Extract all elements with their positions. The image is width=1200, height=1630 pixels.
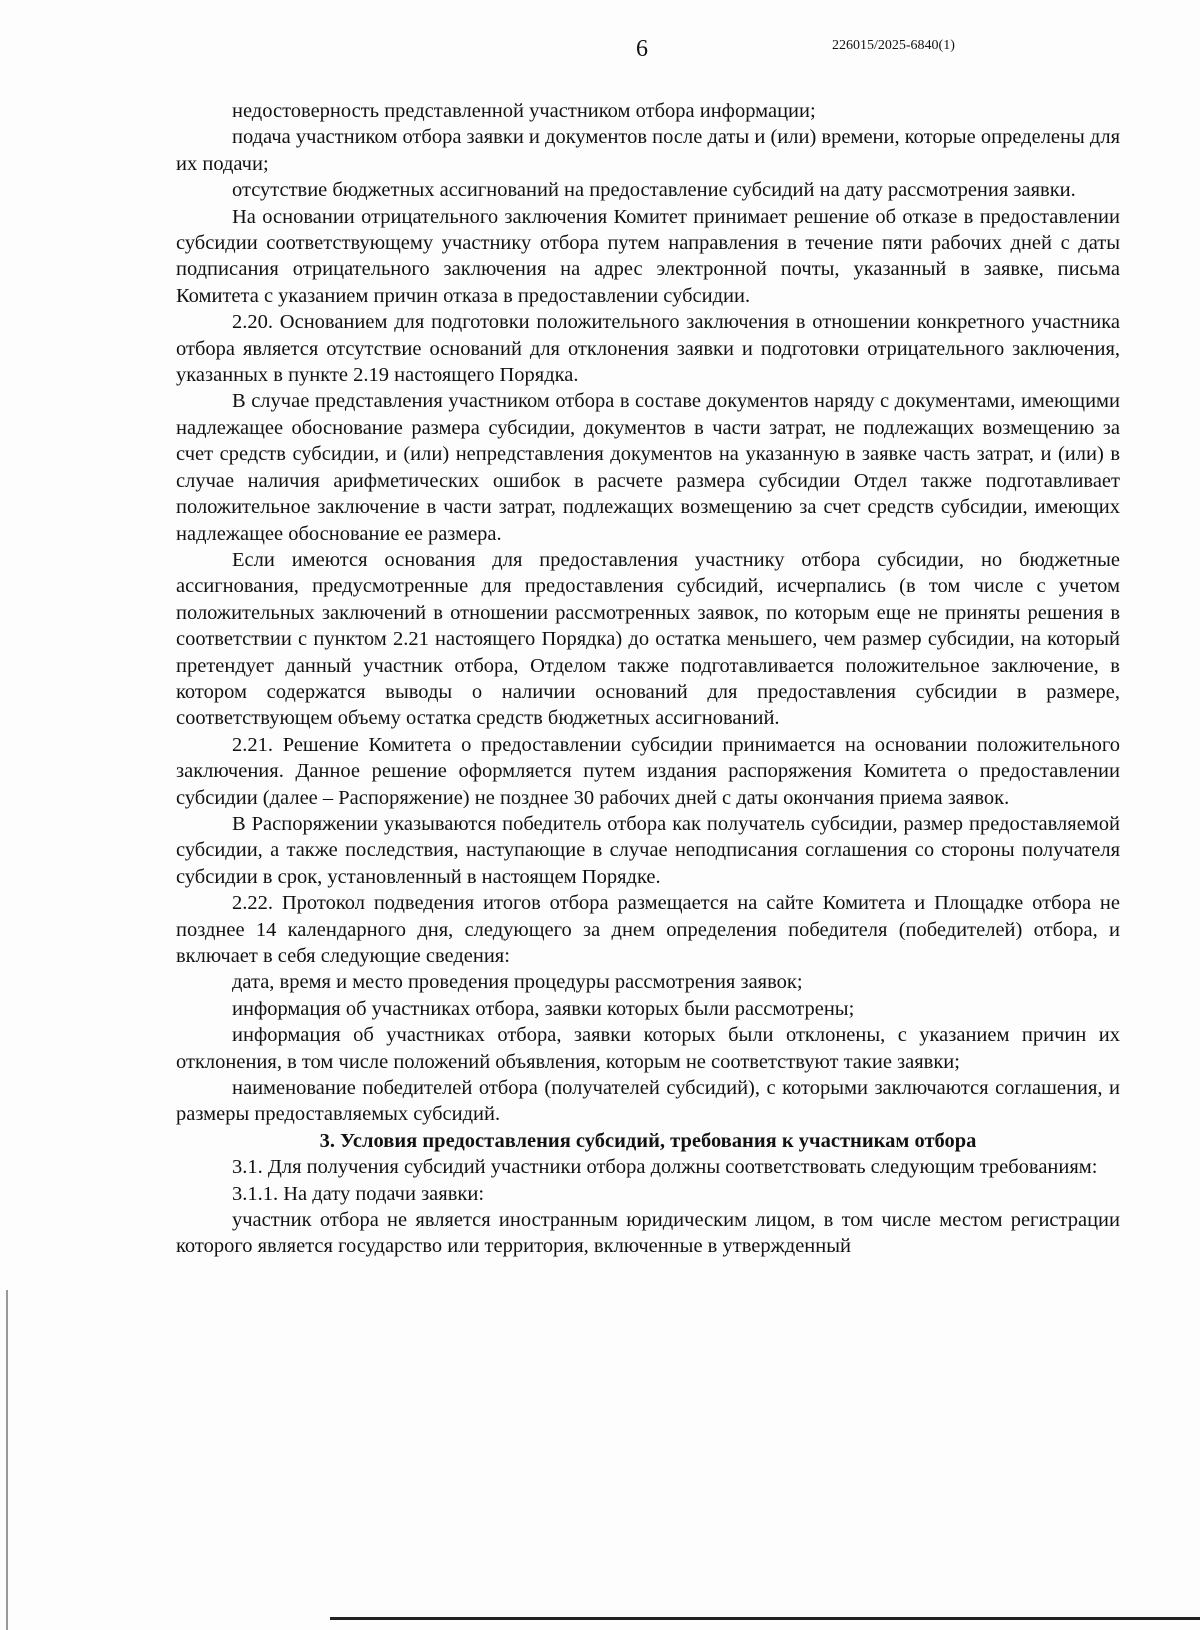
paragraph: наименование победителей отбора (получателей субсидий), с которыми заключаются соглашения, и размеры предоставляемых субсидий. <box>176 1077 1120 1126</box>
document-id: 226015/2025-6840(1) <box>832 38 955 53</box>
paragraph: информация об участниках отбора, заявки которых были рассмотрены; <box>232 997 855 1020</box>
paragraph: информация об участниках отбора, заявки которых были отклонены, с указанием причин их отклонения, в том числе положений объявления, которым не соответствуют такие заявки; <box>176 1024 1120 1073</box>
paragraph: 2.20. Основанием для подготовки положительного заключения в отношении конкретного участника отбора является отсутствие оснований для отклонения заявки и подготовки отрицательного заключения, указанных в пункте 2.19 настоящего Порядка. <box>176 311 1120 387</box>
paragraph: дата, время и место проведения процедуры рассмотрения заявок; <box>232 971 803 994</box>
scan-edge-line <box>6 1290 8 1630</box>
paragraph: недостоверность представленной участником отбора информации; <box>232 100 816 122</box>
paragraph: подача участником отбора заявки и документов после даты и (или) времени, которые определены для их подачи; <box>176 126 1120 175</box>
paragraph: 3.1.1. На дату подачи заявки: <box>232 1182 485 1205</box>
paragraph: отсутствие бюджетных ассигнований на предоставление субсидий на дату рассмотрения заявки. <box>232 179 1076 202</box>
paragraph: В Распоряжении указываются победитель отбора как получатель субсидии, размер предоставляемой субсидии, а также последствия, наступающие в случае неподписания соглашения со стороны получателя субсидии в срок, установленный в настоящем Порядке. <box>176 812 1120 888</box>
paragraph: 2.21. Решение Комитета о предоставлении субсидии принимается на основании положительного заключения. Данное решение оформляется путем издания распоряжения Комитета о предоставлении субсидии (далее – Распоряжение) не позднее 30 рабочих дней с даты окончания приема заявок. <box>176 733 1120 809</box>
paragraph: Если имеются основания для предоставления участнику отбора субсидии, но бюджетные ассигнования, предусмотренные для предоставления субсидий, исчерпались (в том числе с учетом положительных заключений в отношении рассмотренных заявок, по которым еще не приняты решения в соответствии с пунктом 2.21 настоящего Порядка) до остатка меньшего, чем размер субсидии, на который претендует данный участник отбора, Отделом также подготавливается положительное заключение, в котором содержатся выводы о наличии оснований для предоставления субсидии в размере, соответствующем объему остатка средств бюджетных ассигнований. <box>176 548 1120 730</box>
section-heading: 3. Условия предоставления субсидий, требования к участникам отбора <box>319 1129 977 1152</box>
paragraph: На основании отрицательного заключения Комитет принимает решение об отказе в предоставлении субсидии соответствующему участнику отбора путем направления в течение пяти рабочих дней с даты подписания отрицательного заключения на адрес электронной почты, указанный в заявке, письма Комитета с указанием причин отказа в предоставлении субсидии. <box>176 205 1120 307</box>
paragraph: В случае представления участником отбора в составе документов наряду с документами, имеющими надлежащее обоснование размера субсидии, документов в части затрат, не подлежащих возмещению за счет средств субсидии, и (или) непредставления документов на указанную в заявке часть затрат, и (или) в случае наличия арифметических ошибок в расчете размера субсидии Отдел также подготавливает положительное заключение в части затрат, подлежащих возмещению за счет средств субсидии, имеющих надлежащее обоснование ее размера. <box>176 390 1120 545</box>
paragraph: 3.1. Для получения субсидий участники отбора должны соответствовать следующим требованиям: <box>232 1156 1098 1179</box>
document-body <box>176 98 1120 1260</box>
page-number: 6 <box>636 36 648 62</box>
paragraph: участник отбора не является иностранным юридическим лицом, в том числе местом регистрации которого является государство или территория, включенные в утвержденный <box>176 1209 1120 1258</box>
scan-bottom-edge <box>330 1617 1200 1620</box>
paragraph: 2.22. Протокол подведения итогов отбора размещается на сайте Комитета и Площадке отбора не позднее 14 календарного дня, следующего за днем определения победителя (победителей) отбора, и включает в себя следующие сведения: <box>176 892 1120 967</box>
